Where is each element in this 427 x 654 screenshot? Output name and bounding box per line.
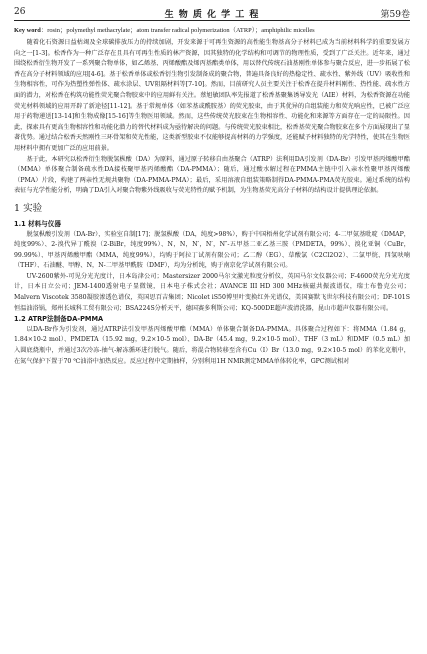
volume-label: 第59卷 [380, 10, 410, 20]
section-heading-experiment: 1 实验 [14, 202, 43, 214]
keywords-line [14, 26, 410, 35]
subsection-heading-atrp: 1.2 ATRP法制备DA-PMMA [14, 315, 104, 324]
subsection-heading-materials: 1.1 材料与仪器 [14, 219, 61, 228]
journal-title: 生 物 质 化 学 工 程 [164, 10, 260, 20]
atrp-paragraph: 以DA-Br作为引发剂，通过ATRP法引发甲基丙烯酸甲酯（MMA）单体聚合制备DA-PMMA。具体聚合过程如下：将MMA（1.84 g，1.84×10-2 mol）、PMDETA（15.92 mg，9.2×10-5 mol）、DA-Br（45.4 mg，9.2×10-5 mol）、THF（3 mL）和DMF（0.5 mL）加入圆底烧瓶中，并通过3次冷冻-抽气-解冻循环进行脱气。随后，将混合物转移至含有Cu（I）Br（13.0 mg，9.2×10-5 mol）的苯化克瓶中，在氮气保护下置于70 ℃油浴中加热反应。反应过程中定期抽样，分别利用1H NMR测定MMA单体转化率，GPC测试相对 [14, 325, 410, 365]
running-header [14, 7, 410, 21]
intro-paragraph-2: 基于此，本研究以松香衍生物脱氢枞酸（DA）为原料，通过原子转移自由基聚合（ATRP）法利用DA引发剂（DA-Br）引发甲基丙烯酸甲酯（MMA）单体聚合制备疏水性DA接枝聚甲基丙烯酸酯（DA-PMMA）；随后，通过酸水解过程在PMMA主链中引入亲水性聚甲基丙烯酸（PMA）片段，构建了两亲性无规共聚物（DA-PMMA-PMA）；最后，采用溶液自组装策略制得DA-PMMA-PMA荧光胶束。通过系统的结构表征与光学性能分析，明确了DA引入对聚合物紫外线吸收与荧光特性的赋予机制，为生物基荧光高分子材料的结构设计提供理论依据。 [14, 155, 410, 195]
article-body [14, 38, 410, 367]
instruments-paragraph: UV-2600紫外-可见分光光度计，日本岛津公司；Mastersizer 2000马尔文激光粒度分析仪，英国马尔文仪器公司；F-4600荧光分光光度计，日本日立公司；JEM-1400透射电子显微镜，日本电子株式会社；AVANCE III HD 300 MHz核磁共振波谱仪，瑞士布鲁克公司；Malvern Viscotek 3580凝胶渗透色谱仪，英国思百吉集团；Nicolet iS50博里叶变换红外光谱仪，美国赛默飞世尔科技有限公司；DF-101S恒温油浴锅，郑州长城科工贸有限公司；BSA224S分析天平，德国赛多利斯公司；KQ-500DE超声波清洗器，昆山市超声仪器有限公司。 [14, 272, 410, 312]
materials-paragraph: 脱氢枞酸引发剂（DA-Br），实验室自制[17]；脱氢枞酸（DA，纯度>98%），购于中国梧州化学试剂有限公司；4-二甲氨基吡啶（DMAP，纯度99%）、2-溴代异丁酰溴（2-BiBr，纯度99%）、N，N，N′，N′，N″-五甲基二亚乙基三胺（PMDETA，99%）、溴化亚铜（CuBr，99.99%）、甲基丙烯酸甲酯（MMA，纯度99%），均购于阿拉丁试剂有限公司；乙二醇（EG）、草酸氯（C2Cl2O2）、二氯甲烷、四氢呋喃（THF）、石油醚、甲醇、N，N-二甲基甲酰胺（DMF），均为分析纯，购于南京化学试剂有限公司。 [14, 230, 410, 270]
page-number: 26 [14, 7, 26, 17]
keywords-text: ：rosin；polymethyl methacrylate；atom transfer radical polymerization（ATRP）；amphiphilic micelles [40, 27, 315, 34]
keywords-label: Key word [14, 27, 41, 34]
intro-paragraph-1: 随着化石资源日益枯竭及全球碳排放压力的持续加剧，开发来源于可再生资源的高性能生物基高分子材料已成为当前材料科学的重要发展方向之一[1-3]。松香作为一种广泛存在且具有可再生性质的林产资源，因其独特的化学结构和可调节的物理性质，受到了广泛关注。近年来，通过围绕松香衍生物开发了一系列聚合物单体，如乙烯基、丙烯酸酯及烯丙基酯类单体，用以替代传统石油基刚性单体参与聚合反应，进一步拓展了松香在高分子材料领域的应用[4-6]。基于松香单体或松香衍生物引发制备成的聚合物，普遍具备良好的热稳定性、疏水性、紫外线（UV）吸收性和生物相容性，可作为热塑性弹性体、疏水涂层、UV阻隔材料等[7-10]。然而，目前研究人员主要关注于松香在提升材料刚性、热性能、疏水性方面的潜力，对松香在构筑功能性荧光聚合物胶束中的应用鲜有关注。蔡旭敏团队率先报道了松香基聚集诱导发光（AIE）材料，为松香资源在功能荧光材料领域的应用开辟了新途径[11-12]。基于常规单体（如苯基或酰胺基）的荧光胶束，由于其优异的自组装能力和荧光响应性，已被广泛应用于药物递送[13-14]和生物成像[15-16]等生物医用领域。然而，这些传统荧光胶束在生物相容性、功能化和来源等方面存在一定的局限性。因此，探索具有更高生物相容性和功能化潜力的替代材料成为亟待解决的问题。与传统荧光胶束相比，松香基荧光聚合物胶束在多个方面展现出了显著优势。通过结合松香天然刚性三环骨架和荧光性能，这类新型胶束不仅能够提高材料的力学强度，还能赋予材料独特的光学特性，使其在生物医用材料中拥有更加广泛的应用前景。 [14, 39, 410, 152]
